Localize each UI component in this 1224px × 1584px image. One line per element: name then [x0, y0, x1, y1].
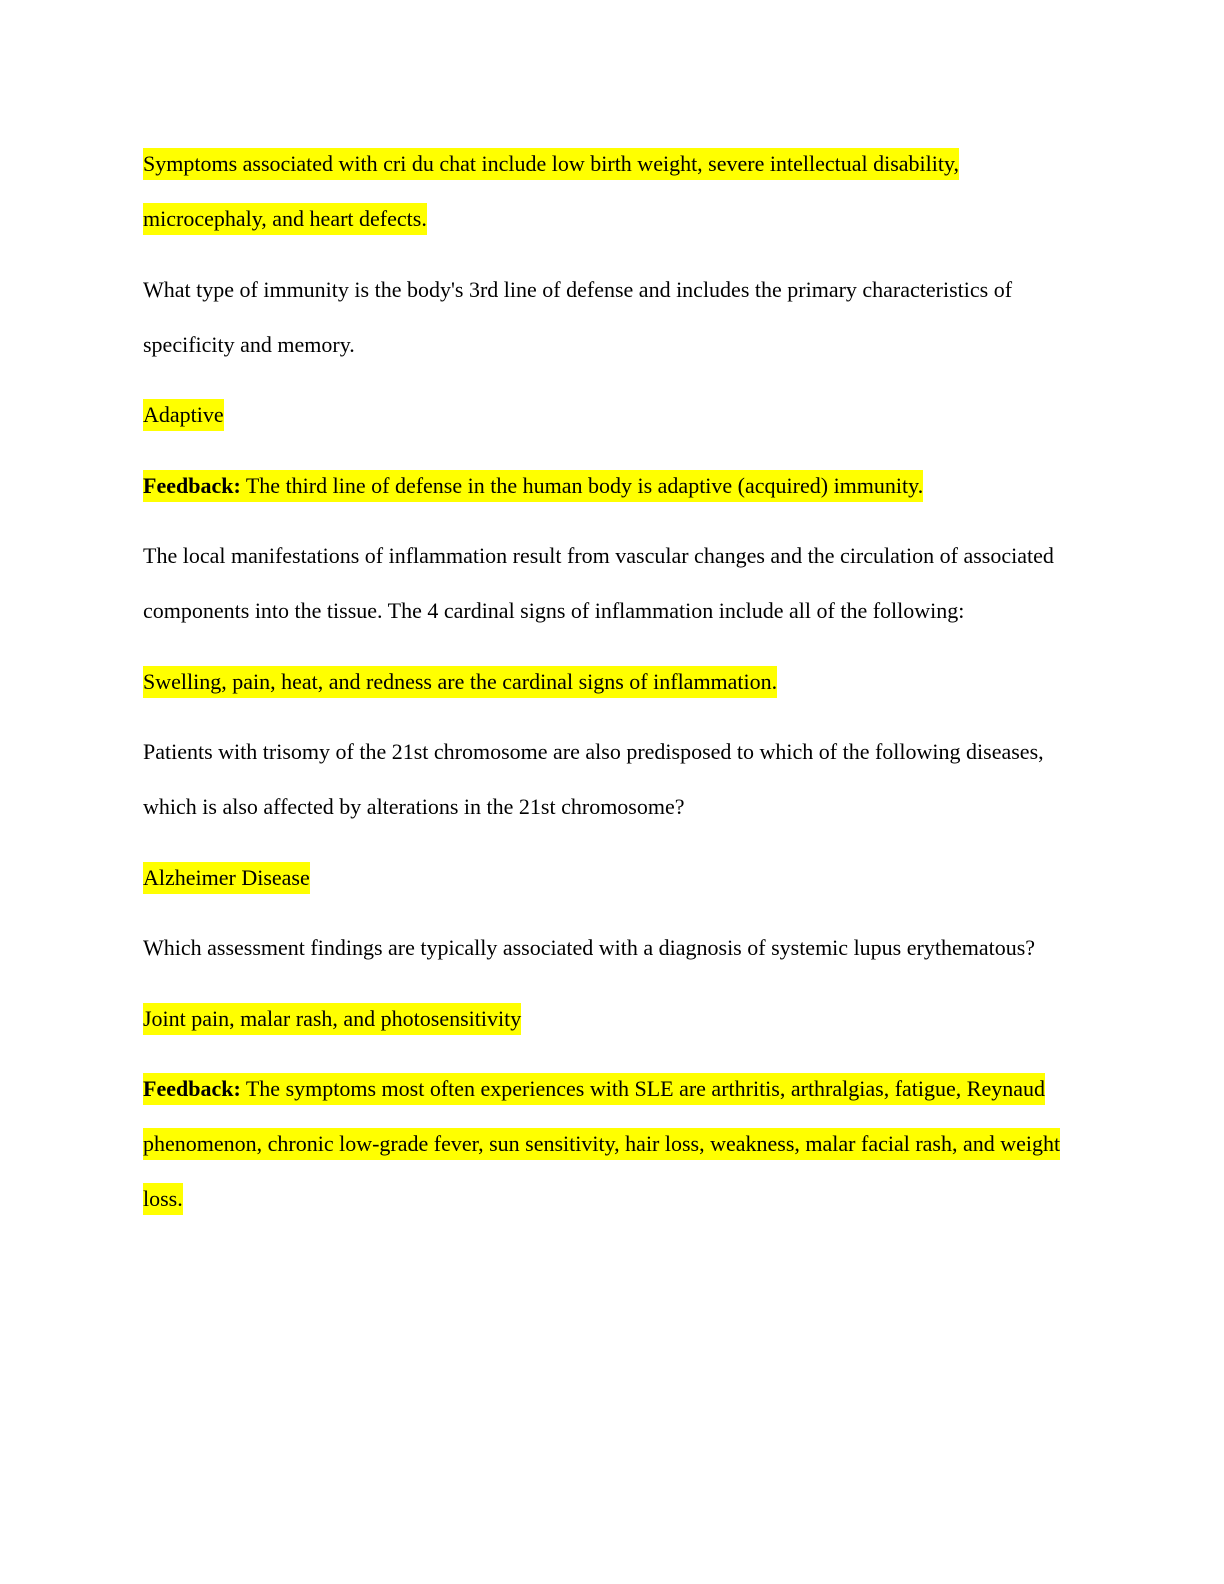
feedback-lupus-text: The symptoms most often experiences with SLE are arthritis, arthralgias, fatigue, Reynaud phenomenon, chronic low-grade fever, sun sensitivity, hair loss, weakness, malar facial rash, and weight loss. — [143, 1076, 1061, 1211]
answer-trisomy — [143, 850, 1083, 905]
question-immunity — [143, 262, 1083, 372]
document-page — [143, 136, 1083, 1242]
question-lupus — [143, 920, 1083, 975]
question-lupus-text: Which assessment findings are typically associated with a diagnosis of systemic lupus erythematous? — [143, 935, 1036, 960]
question-trisomy-text: Patients with trisomy of the 21st chromosome are also predisposed to which of the following diseases, which is also affected by alterations in the 21st chromosome? — [143, 739, 1044, 819]
feedback-immunity — [143, 458, 1083, 513]
answer-trisomy-text: Alzheimer Disease — [143, 862, 310, 894]
feedback-immunity-label: Feedback: — [143, 472, 241, 498]
feedback-immunity-text: The third line of defense in the human body is adaptive (acquired) immunity. — [240, 472, 924, 498]
answer-lupus-text: Joint pain, malar rash, and photosensitivity — [143, 1003, 521, 1035]
feedback-lupus-label: Feedback: — [143, 1076, 241, 1101]
question-trisomy — [143, 724, 1083, 834]
question-inflammation-text: The local manifestations of inflammation result from vascular changes and the circulation of associated components into the tissue. The 4 cardinal signs of inflammation include all of the following: — [143, 543, 1054, 623]
feedback-lupus — [143, 1061, 1083, 1226]
answer-lupus — [143, 991, 1083, 1046]
answer-inflammation — [143, 654, 1083, 709]
answer-inflammation-text: Swelling, pain, heat, and redness are the cardinal signs of inflammation. — [143, 666, 777, 698]
question-immunity-text: What type of immunity is the body's 3rd line of defense and includes the primary characteristics of specificity and memory. — [143, 276, 1013, 357]
answer-immunity-text: Adaptive — [143, 399, 224, 431]
answer-cri-du-chat-text: Symptoms associated with cri du chat include low birth weight, severe intellectual disability, microcephaly, and heart defects. — [143, 148, 959, 235]
question-inflammation — [143, 528, 1083, 638]
answer-immunity — [143, 387, 1083, 442]
answer-cri-du-chat — [143, 136, 1083, 246]
